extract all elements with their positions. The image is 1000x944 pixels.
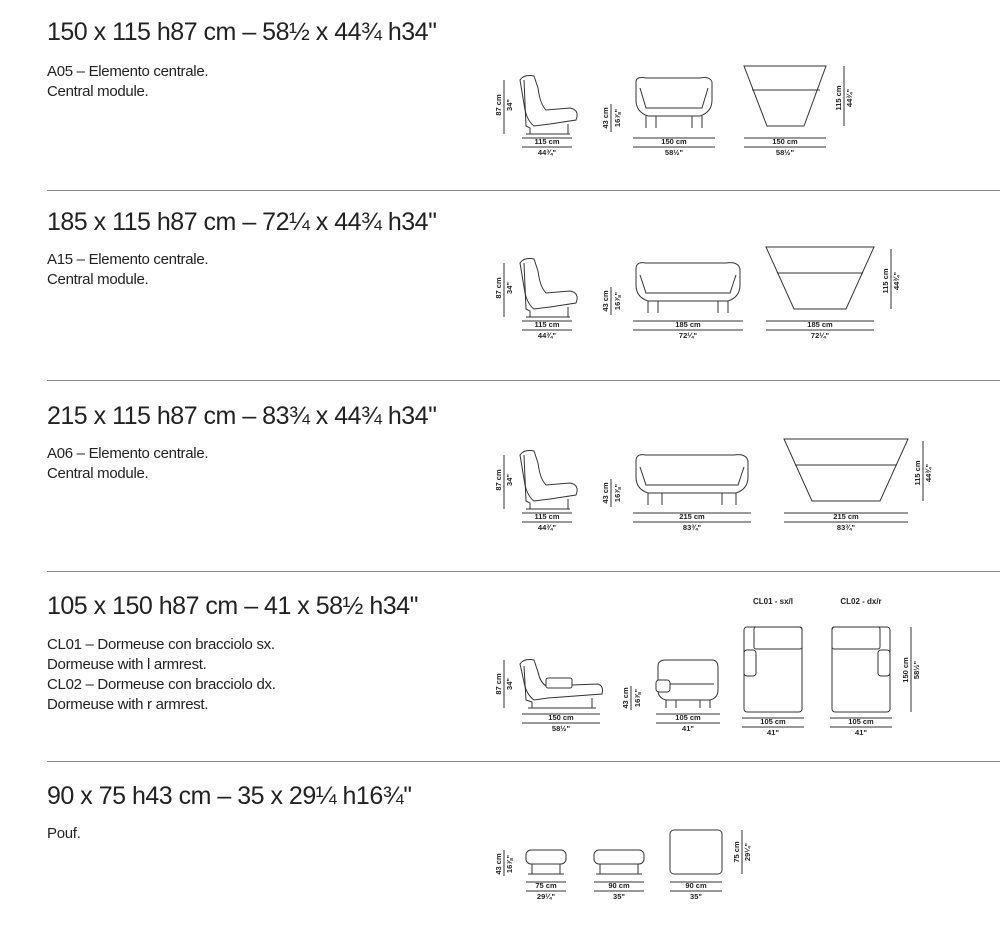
top-depth-cm: 115 cm [913,460,922,486]
front-width-cm: 185 cm [675,320,701,329]
side-view [494,259,577,341]
description-line: A15 – Elemento centrale. [47,251,209,268]
section-description [47,444,208,484]
product-drawing [490,60,870,165]
top-width-cm: 105 cm [848,717,874,726]
side-height-in: 34" [505,474,514,486]
top-view [766,247,901,340]
product-drawing [490,243,910,348]
side-height-cm: 87 cm [494,469,503,491]
top-width-in: 72¼" [810,331,830,340]
variant-label: CL01 - sx/l [752,597,794,606]
variant-label: CL02 - dx/r [840,597,882,606]
front-height-cm: 43 cm [601,290,610,312]
description-line: CL02 – Dormeuse con bracciolo dx. [47,676,276,693]
top-depth-cm: 115 cm [834,85,843,111]
front-view [594,850,644,901]
armrest [656,680,670,692]
description-line: CL01 – Dormeuse con bracciolo sx. [47,636,275,653]
front-height-cm: 43 cm [601,107,610,129]
side-height-in: 34" [505,678,514,690]
section-description [47,250,208,290]
top-depth-cm: 115 cm [881,268,890,294]
front-width-in: 35" [613,892,625,901]
section-title: 150 x 115 h87 cm – 58½ x 44¾ h34'' [47,18,437,46]
top-depth-cm: 150 cm [901,657,910,683]
front-height-in: 16⅞" [613,108,622,128]
product-drawing [490,822,770,912]
description-line: Dormeuse with r armrest. [47,696,209,713]
top-width-in: 58½" [775,148,795,157]
side-width-in: 44¾" [537,331,557,340]
top-depth-in: 58½" [912,660,921,680]
side-height-in: 16⅞" [505,854,514,874]
top-width-in: 41" [855,728,867,737]
description-line: Pouf. [47,825,81,842]
top-width-cm: 150 cm [772,137,798,146]
front-width-in: 83¾" [682,523,702,532]
top-depth-cm: 75 cm [732,841,741,863]
top-view-left [742,597,804,737]
front-view [601,263,743,340]
side-view [494,850,566,901]
top-width-cm: 185 cm [807,320,833,329]
side-height-cm: 87 cm [494,94,503,116]
top-view [670,830,752,901]
front-height-in: 16⅞" [633,688,642,708]
front-view [621,660,720,733]
section-title: 185 x 115 h87 cm – 72¼ x 44¾ h34'' [47,208,437,236]
top-width-in: 35" [690,892,702,901]
front-width-cm: 90 cm [608,881,630,890]
top-depth-in: 44¾" [845,88,854,108]
side-height-in: 34" [505,282,514,294]
divider [47,190,1000,191]
divider [47,571,1000,572]
front-height-in: 16⅞" [613,483,622,503]
description-line: A06 – Elemento centrale. [47,445,209,462]
side-width-in: 44¾" [537,148,557,157]
top-view [784,439,933,532]
front-width-cm: 215 cm [679,512,705,521]
section-title: 90 x 75 h43 cm – 35 x 29¼ h16¾'' [47,782,412,810]
top-view [744,66,854,157]
top-depth-in: 29¼" [743,842,752,862]
top-width-cm: 215 cm [833,512,859,521]
side-view [494,660,603,734]
front-height-cm: 43 cm [601,482,610,504]
top-width-cm: 105 cm [760,717,786,726]
description-line: Central module. [47,465,149,482]
side-width-in: 44¾" [537,523,557,532]
cushion [546,678,572,688]
front-view [601,455,751,532]
divider [47,761,1000,762]
front-width-in: 72¼" [678,331,698,340]
description-line: Dormeuse with l armrest. [47,656,207,673]
side-width-in: 58½" [551,724,571,733]
side-width-cm: 75 cm [535,881,557,890]
front-width-in: 41" [682,724,694,733]
description-line: Central module. [47,271,149,288]
front-view [601,78,715,158]
side-width-in: 29¼" [536,892,556,901]
front-height-in: 16⅞" [613,291,622,311]
top-width-cm: 90 cm [685,881,707,890]
top-width-in: 83¾" [836,523,856,532]
side-width-cm: 115 cm [534,137,560,146]
front-height-cm: 43 cm [621,687,630,709]
section-title: 215 x 115 h87 cm – 83¾ x 44¾ h34'' [47,402,437,430]
front-width-in: 58½" [664,148,684,157]
side-height-cm: 43 cm [494,853,503,875]
front-width-cm: 105 cm [675,713,701,722]
top-depth-in: 44¾" [924,463,933,483]
description-line: A05 – Elemento centrale. [47,63,209,80]
side-view [494,76,577,158]
front-width-cm: 150 cm [661,137,687,146]
side-height-cm: 87 cm [494,277,503,299]
divider [47,380,1000,381]
product-drawing [490,592,930,747]
side-width-cm: 115 cm [534,320,560,329]
top-depth-in: 44¾" [892,271,901,291]
top-width-in: 41" [767,728,779,737]
section-description [47,62,208,102]
description-line: Central module. [47,83,149,100]
side-width-cm: 115 cm [534,512,560,521]
side-height-in: 34" [505,99,514,111]
product-drawing [490,435,940,540]
section-description [47,824,81,844]
section-title: 105 x 150 h87 cm – 41 x 58½ h34'' [47,592,419,620]
side-width-cm: 150 cm [548,713,574,722]
top-view-right [830,597,921,737]
side-view [494,451,577,533]
side-height-cm: 87 cm [494,673,503,695]
section-description [47,635,276,715]
